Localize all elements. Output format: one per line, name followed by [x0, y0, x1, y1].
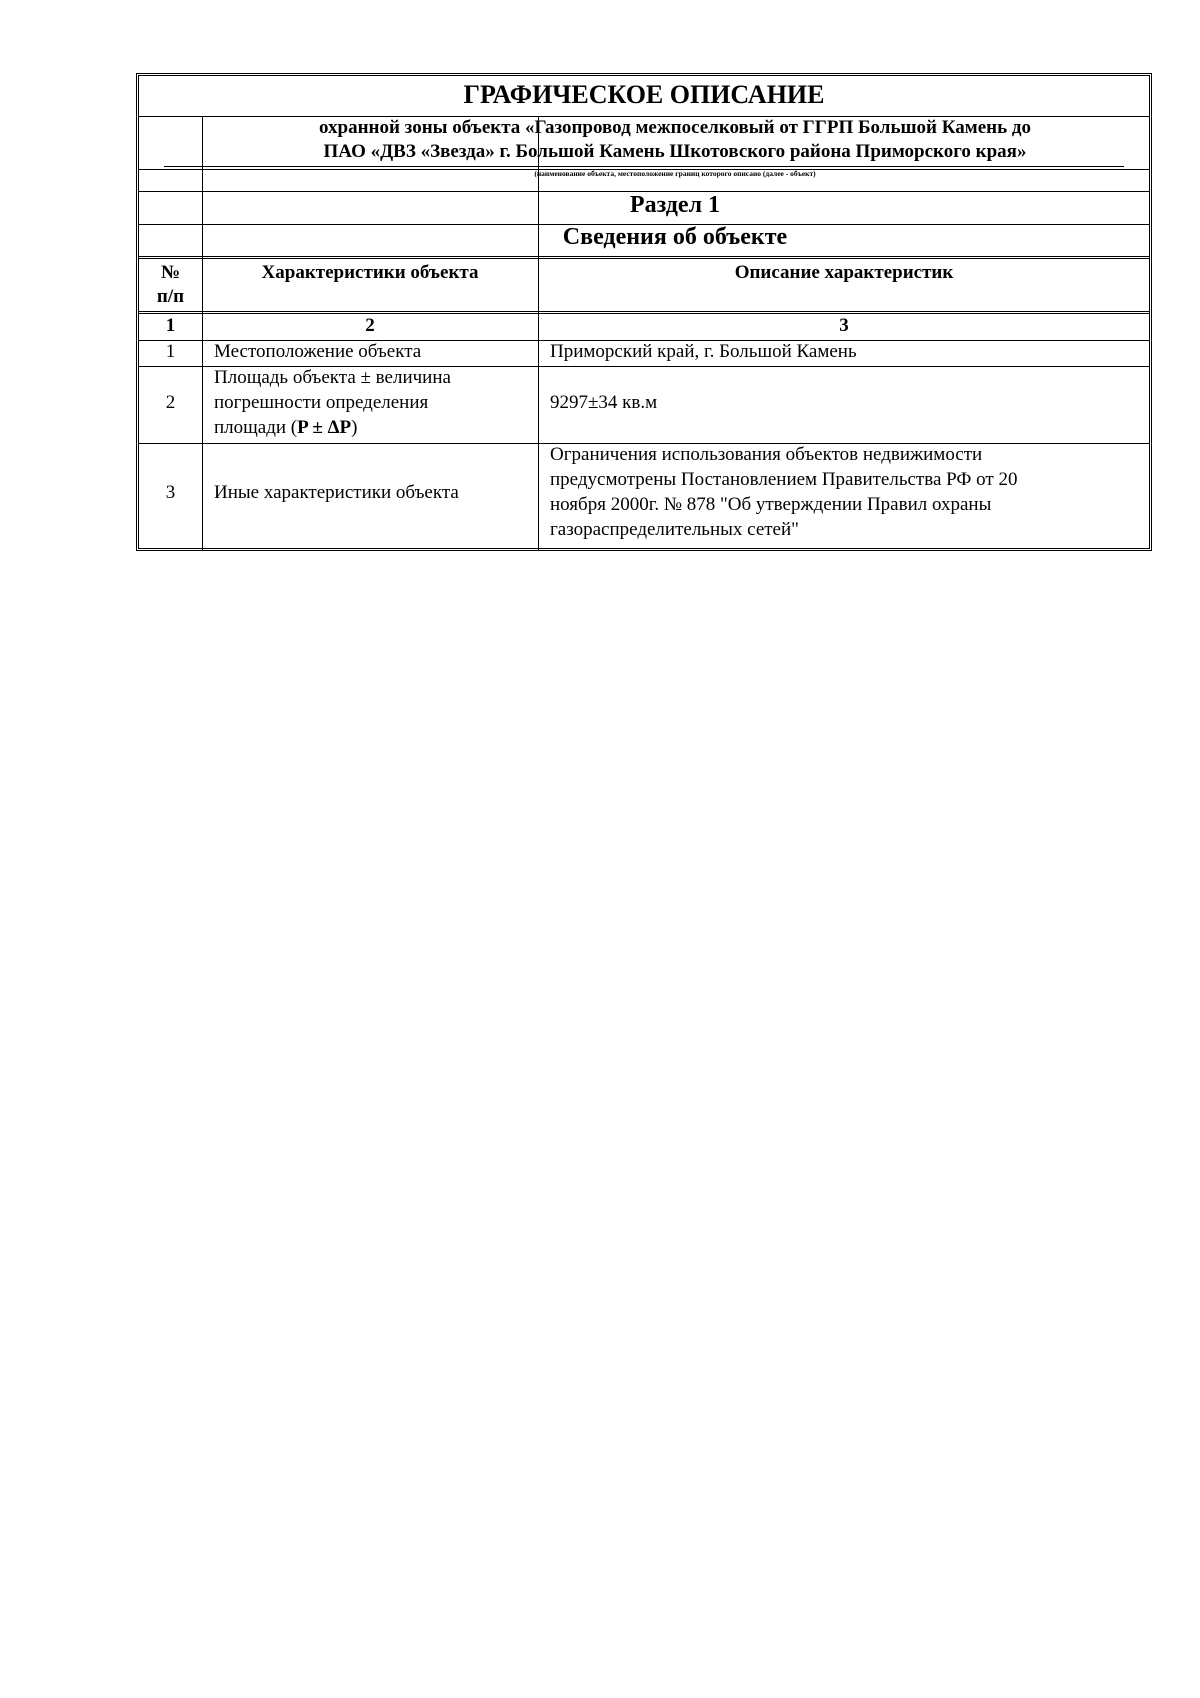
header-characteristic: Характеристики объекта: [261, 262, 479, 283]
section-number: Раздел 1: [629, 192, 721, 218]
row-3-characteristic: Иные характеристики объекта: [214, 482, 459, 503]
header-num-line-2: п/п: [156, 286, 185, 307]
row-2-characteristic-line-2: погрешности определения: [214, 392, 429, 413]
column-divider: [538, 116, 539, 551]
object-name-caption: (наименование объекта, местоположение границ которого описано (далее - объект): [534, 169, 816, 178]
row-1-description: Приморский край, г. Большой Камень: [550, 341, 857, 362]
column-number-1: 1: [165, 315, 176, 336]
divider: [139, 311, 1149, 314]
row-3-description-line-1: Ограничения использования объектов недвижимости: [550, 444, 983, 465]
object-name-line-1: охранной зоны объекта «Газопровод межпоселковый от ГГРП Большой Камень до: [319, 117, 1031, 138]
section-title: Сведения об объекте: [562, 224, 788, 250]
row-2-characteristic-line-1: Площадь объекта ± величина: [214, 367, 451, 388]
graphic-description-table: [136, 73, 1152, 551]
row-3-description-line-4: газораспределительных сетей": [550, 519, 799, 540]
header-description: Описание характеристик: [734, 262, 954, 283]
column-divider: [202, 116, 203, 551]
row-1-characteristic: Местоположение объекта: [214, 341, 422, 362]
row-3-num: 3: [165, 482, 176, 503]
header-num-line-1: №: [160, 262, 181, 283]
row-2-description: 9297±34 кв.м: [550, 392, 658, 413]
object-name-line-2: ПАО «ДВЗ «Звезда» г. Большой Камень Шкотовского района Приморского края»: [323, 141, 1027, 162]
row-2-characteristic-prefix: площади (: [214, 417, 298, 438]
divider: [139, 256, 1149, 259]
row-2-characteristic-formula: P ± ΔP: [297, 417, 352, 438]
document-title: ГРАФИЧЕСКОЕ ОПИСАНИЕ: [463, 80, 825, 109]
column-number-3: 3: [839, 315, 849, 336]
object-name-underline: [164, 166, 1124, 167]
row-3-description-line-2: предусмотрены Постановлением Правительства РФ от 20: [550, 469, 1018, 490]
row-1-num: 1: [165, 341, 176, 362]
column-number-2: 2: [365, 315, 375, 336]
row-3-description-line-3: ноября 2000г. № 878 "Об утверждении Правил охраны: [550, 494, 992, 515]
row-2-characteristic-line-3: [214, 417, 357, 439]
row-2-characteristic-suffix: ): [351, 417, 358, 438]
row-2-num: 2: [165, 392, 176, 413]
